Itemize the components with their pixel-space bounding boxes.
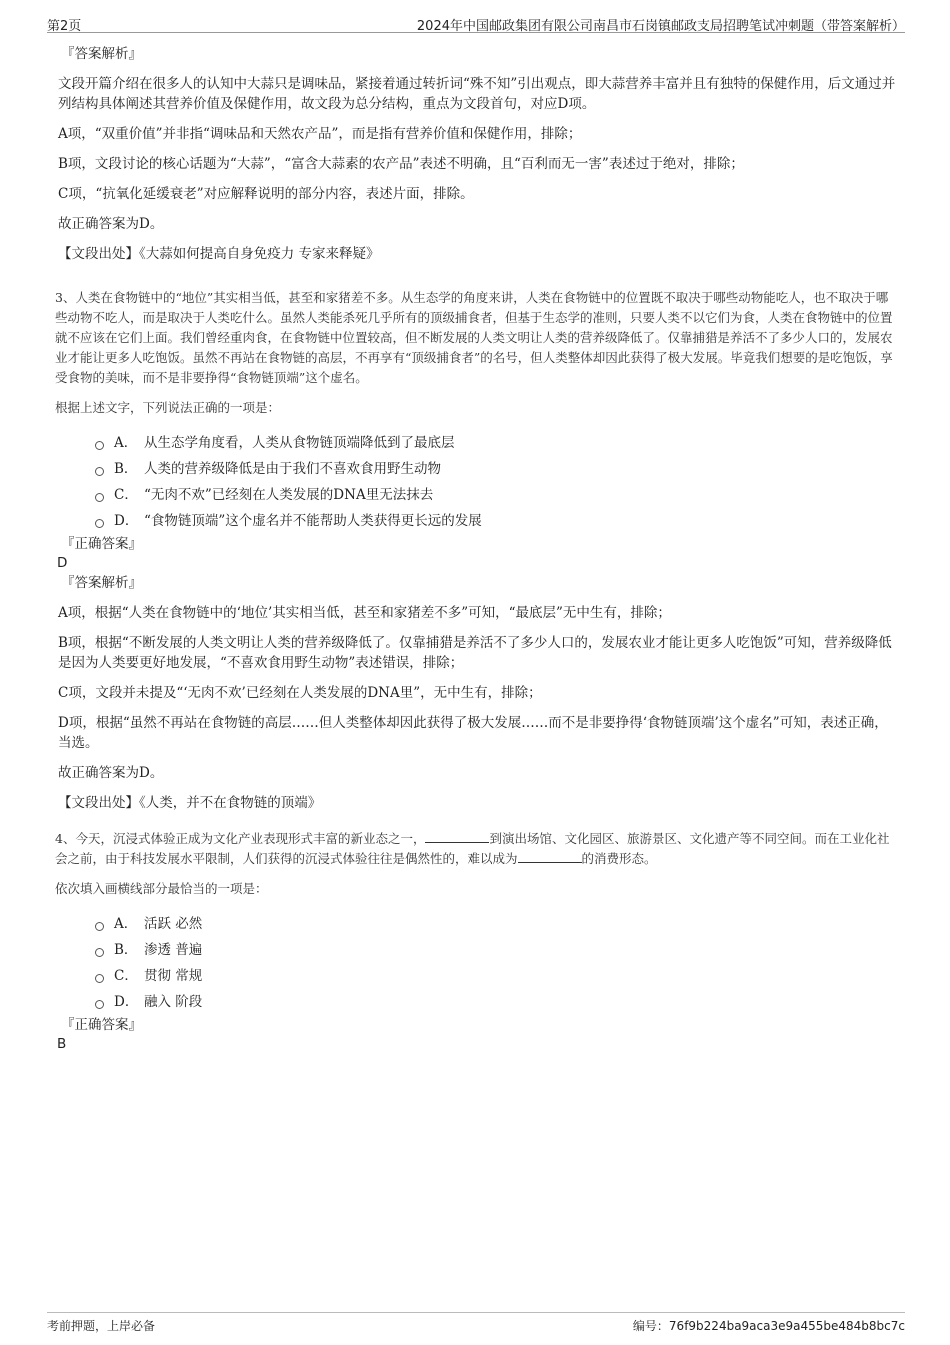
analysis-option-a: A项，“双重价值”并非指“调味品和天然农产品”，而是指有营养价值和保健作用，排除； (58, 126, 582, 142)
analysis-option-a: A项，根据“人类在食物链中的‘地位’其实相当低，甚至和家猪差不多”可知，“最底层”无中生有，排除； (58, 605, 671, 621)
analysis-option-c: C项，“抗氧化延缓衰老”对应解释说明的部分内容，表述片面，排除。 (58, 186, 474, 202)
analysis-option-d: D项，根据“虽然不再站在食物链的高层……但人类整体却因此获得了极大发展……而不是非要挣得‘食物链顶端’这个虚名”可知，表述正确，当选。 (58, 715, 888, 751)
option-c[interactable] (95, 482, 900, 508)
option-letter: D． (114, 513, 139, 529)
option-text: 贯彻 常规 (144, 968, 203, 984)
option-list (95, 430, 900, 534)
document-title: 2024年中国邮政集团有限公司南昌市石岗镇邮政支局招聘笔试冲刺题（带答案解析） (416, 19, 905, 34)
question-prompt: 根据上述文字，下列说法正确的一项是： (55, 400, 281, 415)
analysis-option-b: B项，文段讨论的核心话题为“大蒜”，“富含大蒜素的农产品”表述不明确，且“百利而无一害”表述过于绝对，排除； (58, 156, 744, 172)
q2-analysis (55, 44, 900, 264)
question-stem (55, 829, 900, 869)
page-content (55, 44, 900, 1054)
radio-icon[interactable] (95, 1000, 104, 1009)
option-letter: B． (114, 461, 138, 477)
radio-icon[interactable] (95, 948, 104, 957)
option-letter: C． (114, 487, 138, 503)
page-footer (47, 1312, 905, 1337)
answer-heading: 『正确答案』 (61, 1017, 142, 1033)
correct-answer: B (57, 1036, 67, 1052)
question-prompt: 依次填入画横线部分最恰当的一项是： (55, 881, 268, 896)
option-d[interactable] (95, 508, 900, 534)
option-c[interactable] (95, 963, 900, 989)
radio-icon[interactable] (95, 974, 104, 983)
fill-blank-2 (518, 849, 582, 863)
option-d[interactable] (95, 989, 900, 1015)
passage-source: 【文段出处】《大蒜如何提高自身免疫力 专家来释疑》 (58, 246, 380, 262)
option-list (95, 911, 900, 1015)
analysis-intro: 文段开篇介绍在很多人的认知中大蒜只是调味品，紧接着通过转折词“殊不知”引出观点，即大蒜营养丰富并且有独特的保健作用，后文通过并列结构具体阐述其营养价值及保健作用，故文段为总分结构，重点为文段首句，对应D项。 (58, 76, 896, 112)
page-header (47, 12, 905, 33)
question-stem: 3、人类在食物链中的“地位”其实相当低，甚至和家猪差不多。从生态学的角度来讲，人类在食物链中的位置既不取决于哪些动物能吃人，也不取决于哪些动物不吃人，而是取决于人类吃什么。虽然人类能杀死几乎所有的顶级捕食者，但基于生态学的准则，只要人类不以它们为食，人类在食物链中的位置就不应该在它们上面。我们曾经重肉食，在食物链中位置较高，但不断发展的人类文明让人类的营养级降低了。仅靠捕猎是养活不了多少人口的，发展农业才能让更多人吃饱饭。虽然不再站在食物链的高层，不再享有“顶级捕食者”的名号，但人类整体却因此获得了极大发展。毕竟我们想要的是吃饱饭，享受食物的美味，而不是非要挣得“食物链顶端”这个虚名。 (55, 290, 893, 385)
radio-icon[interactable] (95, 493, 104, 502)
page-number: 第2页 (47, 19, 82, 34)
question-3 (55, 288, 900, 813)
analysis-option-b: B项，根据“不断发展的人类文明让人类的营养级降低了。仅靠捕猎是养活不了多少人口的，发展农业才能让更多人吃饱饭”可知，营养级降低是因为人类要更好地发展，“不喜欢食用野生动物”表述错误，排除； (58, 635, 892, 671)
radio-icon[interactable] (95, 467, 104, 476)
option-text: “无肉不欢”已经刻在人类发展的DNA里无法抹去 (144, 487, 434, 503)
option-text: 从生态学角度看，人类从食物链顶端降低到了最底层 (144, 435, 455, 451)
option-a[interactable] (95, 911, 900, 937)
option-letter: D． (114, 994, 139, 1010)
analysis-heading: 『答案解析』 (61, 575, 142, 591)
option-text: “食物链顶端”这个虚名并不能帮助人类获得更长远的发展 (144, 513, 482, 529)
radio-icon[interactable] (95, 519, 104, 528)
correct-answer: D (57, 555, 68, 571)
radio-icon[interactable] (95, 441, 104, 450)
option-letter: C． (114, 968, 138, 984)
option-text: 渗透 普遍 (144, 942, 203, 958)
stem-part-3: 的消费形态。 (581, 851, 657, 866)
option-letter: B． (114, 942, 138, 958)
option-text: 活跃 必然 (144, 916, 203, 932)
option-b[interactable] (95, 456, 900, 482)
option-text: 融入 阶段 (144, 994, 203, 1010)
radio-icon[interactable] (95, 922, 104, 931)
stem-part-1: 4、今天，沉浸式体验正成为文化产业表现形式丰富的新业态之一， (55, 831, 426, 846)
analysis-option-c: C项，文段并未提及“‘无肉不欢’已经刻在人类发展的DNA里”，无中生有，排除； (58, 685, 542, 701)
option-a[interactable] (95, 430, 900, 456)
option-letter: A． (114, 435, 138, 451)
stem-part-2: 到演出场馆、文化园区、旅游景区、文化遗产等不同空间。而在工业化社会之前，由于科技发展水平限制，人们获得的沉浸式体验往往是偶然性的，难以成为 (55, 831, 890, 866)
fill-blank-1 (425, 829, 489, 843)
analysis-heading: 『答案解析』 (61, 46, 142, 62)
analysis-conclusion: 故正确答案为D。 (58, 765, 164, 781)
option-b[interactable] (95, 937, 900, 963)
answer-heading: 『正确答案』 (61, 536, 142, 552)
footer-slogan: 考前押题，上岸必备 (47, 1319, 156, 1333)
document-serial: 编号：76f9b224ba9aca3e9a455be484b8bc7c (632, 1319, 905, 1333)
passage-source: 【文段出处】《人类，并不在食物链的顶端》 (58, 795, 322, 811)
option-letter: A． (114, 916, 138, 932)
option-text: 人类的营养级降低是由于我们不喜欢食用野生动物 (144, 461, 441, 477)
question-4 (55, 829, 900, 1054)
analysis-conclusion: 故正确答案为D。 (58, 216, 164, 232)
